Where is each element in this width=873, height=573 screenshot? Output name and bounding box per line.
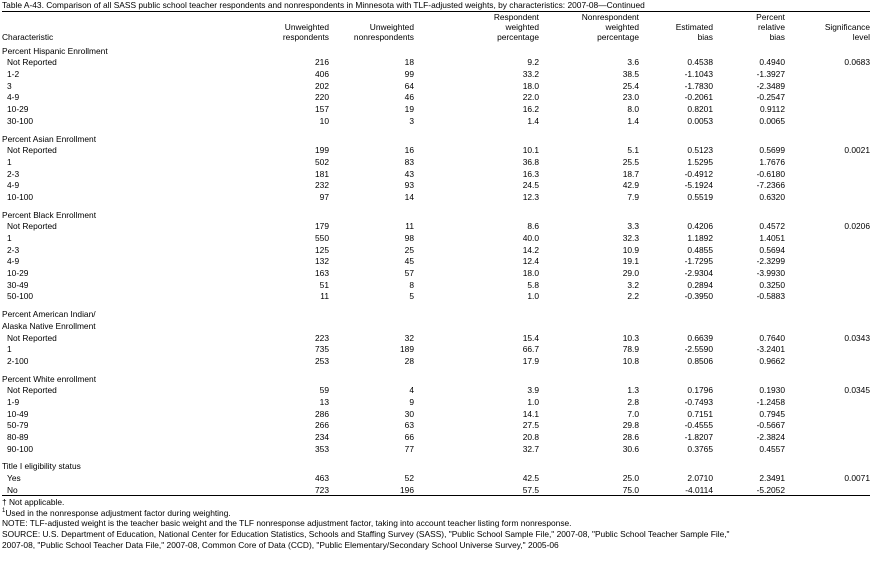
respondent-weighted-percentage-cell: 66.7 <box>522 344 539 355</box>
unweighted-nonrespondents-cell: 99 <box>404 69 414 80</box>
percent-relative-bias-cell: 0.5699 <box>759 145 785 156</box>
unweighted-respondents-cell: 735 <box>315 344 329 355</box>
row-label-cell: 2-100 <box>7 355 29 366</box>
table-row <box>2 231 870 243</box>
table-row <box>2 67 870 79</box>
respondent-weighted-percentage-cell: 36.8 <box>522 156 539 167</box>
respondent-weighted-percentage-cell: 42.5 <box>522 473 539 484</box>
table-row <box>2 483 870 495</box>
respondent-weighted-percentage-cell: 12.4 <box>522 256 539 267</box>
unweighted-nonrespondents-cell: 14 <box>404 191 414 202</box>
estimated-bias-cell: 0.5519 <box>687 191 713 202</box>
unweighted-nonrespondents-cell: 8 <box>409 279 414 290</box>
unweighted-respondents-cell: 163 <box>315 268 329 279</box>
header-unweighted-respondents: Unweighted respondents <box>282 22 329 42</box>
percent-relative-bias-cell: 2.3491 <box>759 473 785 484</box>
percent-relative-bias-cell: 0.1930 <box>759 385 785 396</box>
nonrespondent-weighted-percentage-cell: 28.6 <box>622 432 639 442</box>
unweighted-respondents-cell: 97 <box>319 191 329 202</box>
section-heading: Title I eligibility status <box>2 461 81 472</box>
significance-level-cell <box>785 67 870 79</box>
percent-relative-bias-cell: 0.0065 <box>759 115 785 126</box>
estimated-bias-cell: 0.4538 <box>687 57 713 68</box>
respondent-weighted-percentage-cell: 12.3 <box>522 191 539 202</box>
unweighted-respondents-cell: 202 <box>315 80 329 91</box>
row-label-cell: Not Reported <box>7 332 57 343</box>
nonrespondent-weighted-percentage-cell: 32.3 <box>622 233 639 243</box>
table-body <box>2 44 870 495</box>
respondent-weighted-percentage-cell: 1.0 <box>527 291 539 302</box>
header-estimated-bias: Estimated bias <box>675 22 713 42</box>
row-label-cell: Not Reported <box>7 57 57 68</box>
estimated-bias-cell: -0.7493 <box>684 396 713 407</box>
nonrespondent-weighted-percentage-cell: 23.0 <box>622 92 639 103</box>
percent-relative-bias-cell: 0.4557 <box>759 443 785 454</box>
section-heading-row <box>2 319 870 331</box>
significance-level-cell: 0.0345 <box>844 385 870 396</box>
estimated-bias-cell: 0.8201 <box>687 104 713 115</box>
respondent-weighted-percentage-cell: 1.4 <box>527 115 539 126</box>
unweighted-nonrespondents-cell: 16 <box>404 145 414 156</box>
table-row <box>2 102 870 114</box>
significance-level-cell <box>785 419 870 431</box>
significance-level-cell: 0.0683 <box>844 57 870 68</box>
comparison-table <box>2 12 870 495</box>
nonrespondent-weighted-percentage-cell: 29.0 <box>622 268 639 279</box>
unweighted-respondents-cell: 216 <box>315 57 329 68</box>
table-row <box>2 243 870 255</box>
unweighted-nonrespondents-cell: 28 <box>404 355 414 366</box>
unweighted-nonrespondents-cell: 45 <box>404 256 414 267</box>
footnote-marker: 1 <box>2 507 6 514</box>
row-label-cell: 90-100 <box>7 443 34 454</box>
nonrespondent-weighted-percentage-cell: 25.0 <box>622 473 639 484</box>
significance-level-cell <box>785 79 870 91</box>
respondent-weighted-percentage-cell: 57.5 <box>522 484 539 495</box>
estimated-bias-cell: 0.5123 <box>687 145 713 156</box>
table-row <box>2 407 870 419</box>
estimated-bias-cell: 0.4206 <box>687 221 713 232</box>
unweighted-nonrespondents-cell: 25 <box>404 244 414 255</box>
respondent-weighted-percentage-cell: 40.0 <box>522 233 539 243</box>
nonrespondent-weighted-percentage-cell: 3.6 <box>627 57 639 68</box>
nonrespondent-weighted-percentage-cell: 8.0 <box>627 104 639 115</box>
not-applicable-note: † Not applicable. <box>2 496 65 507</box>
unweighted-respondents-cell: 286 <box>315 408 329 419</box>
unweighted-respondents-cell: 463 <box>315 473 329 484</box>
nonrespondent-weighted-percentage-cell: 25.4 <box>622 80 639 91</box>
row-label-cell: 1 <box>7 344 12 355</box>
footnotes <box>2 497 870 551</box>
nonrespondent-weighted-percentage-cell: 3.2 <box>627 279 639 290</box>
percent-relative-bias-cell: 0.5694 <box>759 244 785 255</box>
respondent-weighted-percentage-cell: 24.5 <box>522 180 539 191</box>
unweighted-nonrespondents-cell: 19 <box>404 104 414 115</box>
unweighted-nonrespondents-cell: 3 <box>409 115 414 126</box>
header-percent-relative-bias: Percent relative bias <box>756 12 785 42</box>
table-row <box>2 395 870 407</box>
section-heading-row <box>2 44 870 56</box>
unweighted-respondents-cell: 181 <box>315 168 329 179</box>
table-row <box>2 290 870 302</box>
percent-relative-bias-cell: -2.3824 <box>756 432 785 442</box>
respondent-weighted-percentage-cell: 18.0 <box>522 80 539 91</box>
estimated-bias-cell: 0.1796 <box>687 385 713 396</box>
unweighted-respondents-cell: 157 <box>315 104 329 115</box>
significance-level-cell <box>785 266 870 278</box>
significance-level-cell <box>785 278 870 290</box>
nonrespondent-weighted-percentage-cell: 1.4 <box>627 115 639 126</box>
table-row <box>2 442 870 454</box>
section-heading-row <box>2 132 870 144</box>
table-row <box>2 278 870 290</box>
table-row <box>2 471 870 483</box>
section-heading-row <box>2 208 870 220</box>
header-nonrespondent-weighted-percentage: Nonrespondent weighted percentage <box>581 12 639 42</box>
table-row <box>2 354 870 366</box>
significance-level-cell <box>785 102 870 114</box>
unweighted-respondents-cell: 223 <box>315 332 329 343</box>
estimated-bias-cell: -0.2061 <box>684 92 713 103</box>
nonrespondent-weighted-percentage-cell: 78.9 <box>622 344 639 355</box>
source-note-line-2: 2007-08, "Public School Teacher Data File," 2007-08, Common Core of Data (CCD), "Public Elementary/Secondary School Universe Survey," 2005-06 <box>2 539 559 550</box>
percent-relative-bias-cell: -2.3299 <box>756 256 785 267</box>
unweighted-respondents-cell: 59 <box>319 385 329 396</box>
row-label-cell: 1-2 <box>7 69 20 80</box>
estimated-bias-cell: -5.1924 <box>684 180 713 191</box>
unweighted-nonrespondents-cell: 98 <box>404 233 414 243</box>
row-label-cell: 30-49 <box>7 279 29 290</box>
row-label-cell: 30-100 <box>7 115 34 126</box>
respondent-weighted-percentage-cell: 1.0 <box>527 396 539 407</box>
significance-level-cell <box>785 91 870 103</box>
estimated-bias-cell: 2.0710 <box>687 473 713 484</box>
unweighted-nonrespondents-cell: 11 <box>405 221 414 232</box>
header-unweighted-nonrespondents: Unweighted nonrespondents <box>353 22 414 42</box>
estimated-bias-cell: -0.3950 <box>684 291 713 302</box>
significance-level-cell <box>785 407 870 419</box>
unweighted-nonrespondents-cell: 196 <box>400 484 414 495</box>
unweighted-respondents-cell: 125 <box>315 244 329 255</box>
unweighted-respondents-cell: 51 <box>319 279 329 290</box>
table-title: Table A-43. Comparison of all SASS public school teacher respondents and nonrespondents in Minnesota with TLF-adjusted weights, by characteristics: 2007-08—Continued <box>2 0 645 10</box>
nonrespondent-weighted-percentage-cell: 10.8 <box>622 355 639 366</box>
unweighted-respondents-cell: 266 <box>315 420 329 431</box>
row-label-cell: 4-9 <box>7 256 20 267</box>
percent-relative-bias-cell: -0.6180 <box>756 168 785 179</box>
nonrespondent-weighted-percentage-cell: 30.6 <box>622 443 639 454</box>
respondent-weighted-percentage-cell: 9.2 <box>527 57 539 68</box>
significance-level-cell <box>785 483 870 495</box>
table-row <box>2 167 870 179</box>
estimated-bias-cell: -1.1043 <box>684 69 713 80</box>
respondent-weighted-percentage-cell: 5.8 <box>527 279 539 290</box>
estimated-bias-cell: -0.4555 <box>684 420 713 431</box>
percent-relative-bias-cell: -3.9930 <box>756 268 785 279</box>
nonrespondent-weighted-percentage-cell: 75.0 <box>622 484 639 495</box>
significance-level-cell <box>785 243 870 255</box>
nonrespondent-weighted-percentage-cell: 2.2 <box>627 291 639 302</box>
significance-level-cell: 0.0071 <box>844 473 870 484</box>
unweighted-respondents-cell: 723 <box>315 484 329 495</box>
row-label-cell: 2-3 <box>7 244 20 255</box>
report-page <box>2 0 870 551</box>
table-row <box>2 114 870 126</box>
unweighted-nonrespondents-cell: 63 <box>404 420 414 431</box>
significance-level-cell <box>785 190 870 202</box>
unweighted-nonrespondents-cell: 30 <box>404 408 414 419</box>
bottom-rule <box>2 495 870 496</box>
percent-relative-bias-cell: 0.7945 <box>759 408 785 419</box>
table-row <box>2 331 870 343</box>
respondent-weighted-percentage-cell: 22.0 <box>522 92 539 103</box>
nonrespondent-weighted-percentage-cell: 3.3 <box>627 221 639 232</box>
unweighted-nonrespondents-cell: 9 <box>409 396 414 407</box>
percent-relative-bias-cell: 1.4051 <box>759 233 785 243</box>
percent-relative-bias-cell: -0.2547 <box>756 92 785 103</box>
unweighted-respondents-cell: 253 <box>315 355 329 366</box>
header-significance-level: Significance level <box>824 22 870 42</box>
unweighted-nonrespondents-cell: 66 <box>404 432 414 442</box>
section-heading-row <box>2 307 870 319</box>
significance-level-cell <box>785 354 870 366</box>
percent-relative-bias-cell: 0.4940 <box>759 57 785 68</box>
significance-level-cell: 0.0021 <box>844 145 870 156</box>
table-row <box>2 56 870 68</box>
unweighted-nonrespondents-cell: 83 <box>404 156 414 167</box>
estimated-bias-cell: 0.8506 <box>687 355 713 366</box>
significance-level-cell <box>785 255 870 267</box>
percent-relative-bias-cell: 1.7676 <box>759 156 785 167</box>
percent-relative-bias-cell: -0.5667 <box>756 420 785 431</box>
row-label-cell: 4-9 <box>7 180 20 191</box>
unweighted-nonrespondents-cell: 43 <box>404 168 414 179</box>
respondent-weighted-percentage-cell: 33.2 <box>522 69 539 80</box>
estimated-bias-cell: 0.3765 <box>687 443 713 454</box>
nonrespondent-weighted-percentage-cell: 42.9 <box>622 180 639 191</box>
section-heading-row <box>2 460 870 472</box>
unweighted-respondents-cell: 220 <box>315 92 329 103</box>
table-row <box>2 255 870 267</box>
footnote-text: Used in the nonresponse adjustment factor during weighting. <box>5 507 231 518</box>
footnote-1 <box>2 508 870 519</box>
section-heading: Percent American Indian/ <box>2 309 96 320</box>
respondent-weighted-percentage-cell: 8.6 <box>527 221 539 232</box>
significance-level-cell <box>785 395 870 407</box>
row-label-cell: 1-9 <box>7 396 20 407</box>
estimated-bias-cell: -1.8207 <box>684 432 713 442</box>
estimated-bias-cell: -2.5590 <box>684 344 713 355</box>
row-label-cell: 3 <box>7 80 12 91</box>
section-heading: Alaska Native Enrollment <box>2 320 96 331</box>
general-note: NOTE: TLF-adjusted weight is the teacher basic weight and the TLF nonresponse adjustment factor, taking into account teacher listing form nonresponse. <box>2 518 572 529</box>
percent-relative-bias-cell: -0.5883 <box>756 291 785 302</box>
table-row <box>2 220 870 232</box>
estimated-bias-cell: -1.7295 <box>684 256 713 267</box>
unweighted-respondents-cell: 406 <box>315 69 329 80</box>
significance-level-cell <box>785 231 870 243</box>
section-heading: Percent Black Enrollment <box>2 209 97 220</box>
unweighted-respondents-cell: 179 <box>315 221 329 232</box>
estimated-bias-cell: 0.2894 <box>687 279 713 290</box>
nonrespondent-weighted-percentage-cell: 10.3 <box>622 332 639 343</box>
estimated-bias-cell: 0.0053 <box>687 115 713 126</box>
row-label-cell: 2-3 <box>7 168 20 179</box>
significance-level-cell <box>785 114 870 126</box>
respondent-weighted-percentage-cell: 16.3 <box>522 168 539 179</box>
unweighted-respondents-cell: 550 <box>315 233 329 243</box>
unweighted-nonrespondents-cell: 57 <box>404 268 414 279</box>
unweighted-nonrespondents-cell: 46 <box>404 92 414 103</box>
row-label-cell: 50-100 <box>7 291 34 302</box>
table-row <box>2 190 870 202</box>
respondent-weighted-percentage-cell: 27.5 <box>522 420 539 431</box>
significance-level-cell <box>785 430 870 442</box>
row-label-cell: 10-49 <box>7 408 29 419</box>
table-row <box>2 430 870 442</box>
row-label-cell: 1 <box>7 156 12 167</box>
unweighted-respondents-cell: 132 <box>315 256 329 267</box>
respondent-weighted-percentage-cell: 15.4 <box>522 332 539 343</box>
estimated-bias-cell: 1.1892 <box>687 233 713 243</box>
percent-relative-bias-cell: -5.2052 <box>756 484 785 495</box>
header-respondent-weighted-percentage: Respondent weighted percentage <box>493 12 539 42</box>
nonrespondent-weighted-percentage-cell: 10.9 <box>622 244 639 255</box>
percent-relative-bias-cell: 0.4572 <box>759 221 785 232</box>
percent-relative-bias-cell: -1.3927 <box>756 69 785 80</box>
table-row <box>2 384 870 396</box>
table-row <box>2 419 870 431</box>
significance-level-cell: 0.0206 <box>844 221 870 232</box>
section-heading: Percent Hispanic Enrollment <box>2 45 108 56</box>
estimated-bias-cell: 1.5295 <box>687 156 713 167</box>
nonrespondent-weighted-percentage-cell: 7.9 <box>627 191 639 202</box>
unweighted-nonrespondents-cell: 5 <box>409 291 414 302</box>
percent-relative-bias-cell: 0.7640 <box>759 332 785 343</box>
section-heading-row <box>2 372 870 384</box>
significance-level-cell <box>785 290 870 302</box>
respondent-weighted-percentage-cell: 32.7 <box>522 443 539 454</box>
estimated-bias-cell: 0.4855 <box>687 244 713 255</box>
row-label-cell: No <box>7 484 18 495</box>
percent-relative-bias-cell: -3.2401 <box>756 344 785 355</box>
row-label-cell: 10-29 <box>7 104 29 115</box>
significance-level-cell <box>785 167 870 179</box>
nonrespondent-weighted-percentage-cell: 7.0 <box>627 408 639 419</box>
table-row <box>2 266 870 278</box>
percent-relative-bias-cell: -2.3489 <box>756 80 785 91</box>
respondent-weighted-percentage-cell: 3.9 <box>527 385 539 396</box>
respondent-weighted-percentage-cell: 18.0 <box>522 268 539 279</box>
row-label-cell: Not Reported <box>7 221 57 232</box>
unweighted-nonrespondents-cell: 4 <box>409 385 414 396</box>
unweighted-respondents-cell: 13 <box>319 396 329 407</box>
estimated-bias-cell: -0.4912 <box>684 168 713 179</box>
nonrespondent-weighted-percentage-cell: 19.1 <box>622 256 639 267</box>
significance-level-cell <box>785 155 870 167</box>
respondent-weighted-percentage-cell: 14.2 <box>522 244 539 255</box>
percent-relative-bias-cell: 0.9662 <box>759 355 785 366</box>
estimated-bias-cell: -1.7830 <box>684 80 713 91</box>
significance-level-cell: 0.0343 <box>844 332 870 343</box>
unweighted-nonrespondents-cell: 18 <box>404 57 414 68</box>
unweighted-respondents-cell: 232 <box>315 180 329 191</box>
row-label-cell: 10-100 <box>7 191 34 202</box>
unweighted-respondents-cell: 10 <box>319 115 329 126</box>
unweighted-respondents-cell: 11 <box>320 291 329 302</box>
unweighted-nonrespondents-cell: 189 <box>400 344 414 355</box>
row-label-cell: 4-9 <box>7 92 20 103</box>
respondent-weighted-percentage-cell: 17.9 <box>522 355 539 366</box>
respondent-weighted-percentage-cell: 14.1 <box>522 408 539 419</box>
row-label-cell: Not Reported <box>7 145 57 156</box>
respondent-weighted-percentage-cell: 16.2 <box>522 104 539 115</box>
unweighted-respondents-cell: 353 <box>315 443 329 454</box>
header-characteristic: Characteristic <box>2 32 54 42</box>
nonrespondent-weighted-percentage-cell: 2.8 <box>627 396 639 407</box>
section-heading: Percent Asian Enrollment <box>2 133 97 144</box>
percent-relative-bias-cell: 0.9112 <box>760 104 785 115</box>
table-row <box>2 144 870 156</box>
table-row <box>2 343 870 355</box>
nonrespondent-weighted-percentage-cell: 38.5 <box>622 69 639 80</box>
row-label-cell: 10-29 <box>7 268 29 279</box>
unweighted-respondents-cell: 234 <box>315 432 329 442</box>
respondent-weighted-percentage-cell: 20.8 <box>522 432 539 442</box>
unweighted-nonrespondents-cell: 93 <box>404 180 414 191</box>
section-heading: Percent White enrollment <box>2 373 97 384</box>
unweighted-nonrespondents-cell: 77 <box>404 443 414 454</box>
unweighted-respondents-cell: 502 <box>315 156 329 167</box>
source-note-line-1: SOURCE: U.S. Department of Education, National Center for Education Statistics, Schools and Staffing Survey (SASS), "Public School Sample File," 2007-08, "Public School Teacher Sample File," <box>2 529 730 540</box>
percent-relative-bias-cell: 0.3250 <box>759 279 785 290</box>
unweighted-nonrespondents-cell: 52 <box>404 473 414 484</box>
estimated-bias-cell: -4.0114 <box>685 484 713 495</box>
significance-level-cell <box>785 179 870 191</box>
percent-relative-bias-cell: 0.6320 <box>759 191 785 202</box>
table-row <box>2 91 870 103</box>
table-header <box>2 12 870 44</box>
significance-level-cell <box>785 442 870 454</box>
table-row <box>2 155 870 167</box>
estimated-bias-cell: -2.9304 <box>684 268 713 279</box>
estimated-bias-cell: 0.6639 <box>687 332 713 343</box>
percent-relative-bias-cell: -1.2458 <box>756 396 785 407</box>
unweighted-respondents-cell: 199 <box>315 145 329 156</box>
significance-level-cell <box>785 343 870 355</box>
row-label-cell: 1 <box>7 233 12 243</box>
table-row <box>2 79 870 91</box>
row-label-cell: Not Reported <box>7 385 57 396</box>
percent-relative-bias-cell: -7.2366 <box>756 180 785 191</box>
respondent-weighted-percentage-cell: 10.1 <box>522 145 539 156</box>
unweighted-nonrespondents-cell: 32 <box>404 332 414 343</box>
nonrespondent-weighted-percentage-cell: 18.7 <box>622 168 639 179</box>
row-label-cell: 50-79 <box>7 420 29 431</box>
nonrespondent-weighted-percentage-cell: 5.1 <box>627 145 639 156</box>
nonrespondent-weighted-percentage-cell: 29.8 <box>622 420 639 431</box>
row-label-cell: 80-89 <box>7 432 29 442</box>
row-label-cell: Yes <box>7 473 21 484</box>
nonrespondent-weighted-percentage-cell: 25.5 <box>622 156 639 167</box>
estimated-bias-cell: 0.7151 <box>687 408 713 419</box>
nonrespondent-weighted-percentage-cell: 1.3 <box>627 385 639 396</box>
unweighted-nonrespondents-cell: 64 <box>404 80 414 91</box>
table-row <box>2 179 870 191</box>
